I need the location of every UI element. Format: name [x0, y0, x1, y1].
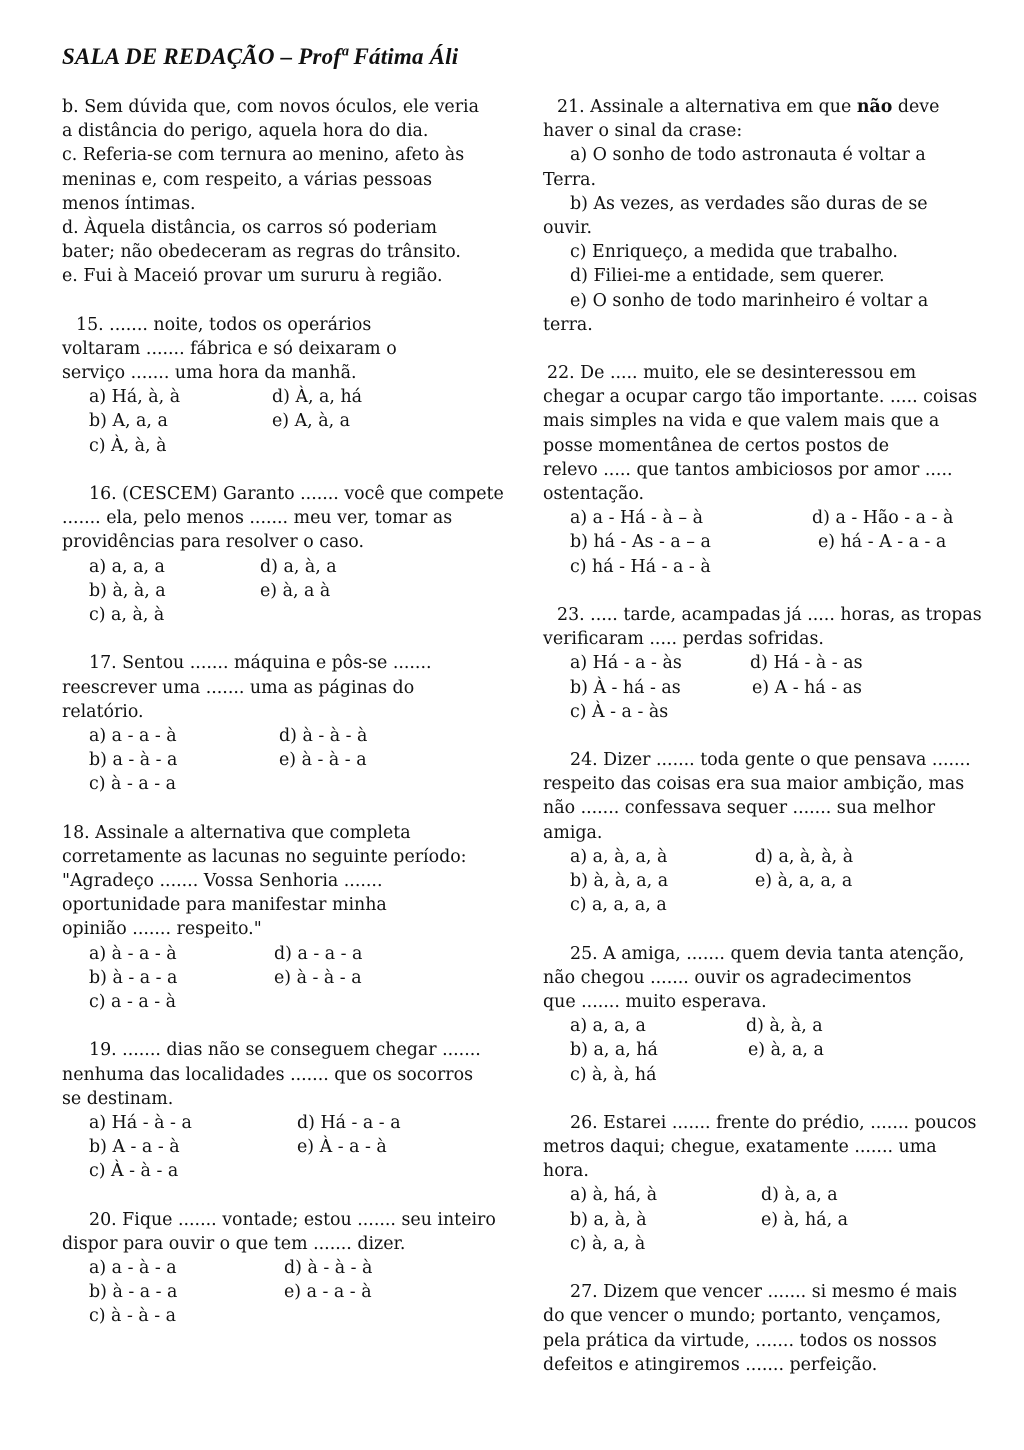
option-a: a) à, há, à	[570, 1185, 658, 1206]
option-e: e) A, à, a	[272, 411, 351, 432]
question-stem: nenhuma das localidades ....... que os socorros	[62, 1064, 473, 1085]
text-line: e. Fui à Maceió provar um sururu à região.	[62, 266, 443, 287]
text-line: b. Sem dúvida que, com novos óculos, ele veria	[62, 97, 479, 117]
option-d: d) a - a - a	[274, 943, 363, 964]
right-column	[543, 95, 982, 1377]
question-stem: chegar a ocupar cargo tão importante. ..... coisas	[543, 387, 978, 408]
question-stem: 22. De ..... muito, ele se desinteressou em	[547, 363, 917, 384]
question-stem: opinião ....... respeito."	[62, 919, 262, 940]
question-23	[543, 603, 982, 724]
question-stem: ostentação.	[543, 484, 645, 504]
option-c: c) há - Há - a - à	[570, 556, 711, 577]
question-stem: corretamente as lacunas no seguinte período:	[62, 846, 467, 867]
option-e: e) à - à - a	[279, 750, 367, 771]
question-stem: relevo ..... que tantos ambiciosos por amor .....	[543, 459, 953, 480]
option-b: b) à - a - a	[89, 1282, 178, 1303]
text-line: menos íntimas.	[62, 193, 196, 214]
option-b: b) à, à, a, a	[570, 871, 669, 891]
question-stem: mais simples na vida e que valem mais que a	[543, 411, 940, 432]
option-d: d) à, à, a	[746, 1016, 823, 1037]
question-stem: 19. ....... dias não se conseguem chegar .......	[89, 1040, 481, 1061]
option-a-cont: Terra.	[543, 169, 597, 190]
option-c: c) À, à, à	[89, 435, 167, 456]
option-e: e) à - à - a	[274, 967, 362, 988]
question-stem: se destinam.	[62, 1088, 174, 1109]
page-header: SALA DE REDAÇÃO – Profª Fátima Áli	[62, 44, 459, 69]
question-stem: não ....... confessava sequer ....... sua melhor	[543, 798, 936, 819]
question-stem: 26. Estarei ....... frente do prédio, ....... poucos	[570, 1112, 977, 1133]
question-20	[62, 1208, 502, 1329]
question-25	[543, 942, 973, 1087]
option-c: c) a - a - à	[89, 991, 177, 1012]
option-b: b) a, a, há	[570, 1040, 658, 1061]
question-24	[543, 748, 973, 917]
option-c: c) À - a - às	[570, 701, 669, 722]
text-line: meninas e, com respeito, a várias pessoas	[62, 169, 432, 190]
question-stem: do que vencer o mundo; portanto, vençamos,	[543, 1306, 942, 1327]
option-a: a) a - Há - à – à	[570, 508, 703, 529]
question-stem: 16. (CESCEM) Garanto ....... você que compete	[89, 484, 504, 504]
option-d: d) À, a, há	[272, 387, 363, 408]
question-26	[543, 1111, 977, 1256]
question-stem: 20. Fique ....... vontade; estou ....... seu inteiro	[89, 1209, 496, 1230]
option-c: c) à - a - a	[89, 774, 177, 795]
question-stem: hora.	[543, 1161, 589, 1182]
question-stem: defeitos e atingiremos ....... perfeição.	[543, 1354, 878, 1375]
option-a: a) Há - à - a	[89, 1112, 192, 1133]
question-stem: 21. Assinale a alternativa em que não deve	[557, 97, 940, 117]
option-b: b) a - à - a	[89, 750, 178, 771]
option-b: b) A - a - à	[89, 1137, 180, 1158]
option-c: c) À - à - a	[89, 1161, 179, 1182]
question-19	[62, 1038, 502, 1183]
question-27	[543, 1280, 973, 1377]
option-c: c) Enriqueço, a medida que trabalho.	[570, 242, 898, 263]
text-line: bater; não obedeceram as regras do trânsito.	[62, 242, 461, 263]
question-stem: haver o sinal da crase:	[543, 121, 743, 142]
text-line: a distância do perigo, aquela hora do dia.	[62, 121, 429, 142]
option-b: b) há - As - a – a	[570, 532, 711, 553]
option-d: d) a, à, a	[260, 556, 337, 577]
option-e: e) à, há, a	[761, 1209, 849, 1230]
option-e: e) à, a, a, a	[755, 871, 853, 891]
option-a: a) a, a, a	[89, 556, 165, 577]
question-stem: voltaram ....... fábrica e só deixaram o	[62, 338, 397, 359]
option-c: c) à - à - a	[89, 1306, 177, 1327]
option-b: b) A, a, a	[89, 411, 168, 432]
question-stem: amiga.	[543, 822, 603, 843]
question-stem: ....... ela, pelo menos ....... meu ver, tomar as	[62, 508, 453, 529]
option-d: d) a, à, à, à	[755, 846, 854, 867]
question-stem: verificaram ..... perdas sofridas.	[543, 629, 824, 650]
option-d: d) Há - à - as	[750, 653, 863, 674]
option-e: e) À - a - à	[297, 1137, 387, 1158]
option-b: b) As vezes, as verdades são duras de se	[570, 193, 928, 214]
option-e: e) à, a, a	[748, 1040, 824, 1061]
question-stem: 24. Dizer ....... toda gente o que pensava .......	[570, 750, 971, 771]
option-a: a) Há - a - às	[570, 653, 682, 674]
question-stem: reescrever uma ....... uma as páginas do	[62, 677, 415, 698]
option-c: c) à, a, à	[570, 1233, 646, 1254]
option-a: a) O sonho de todo astronauta é voltar a	[570, 145, 926, 166]
question-16	[62, 482, 502, 627]
question-stem: 17. Sentou ....... máquina e pôs-se .......	[89, 653, 432, 674]
option-b: b) À - há - as	[570, 677, 681, 698]
question-stem: respeito das coisas era sua maior ambição, mas	[543, 774, 965, 795]
option-d: d) a - Hão - a - à	[812, 508, 954, 529]
text-line: c. Referia-se com ternura ao menino, afeto às	[62, 145, 465, 166]
option-b: b) à - a - a	[89, 967, 178, 988]
question-stem: que ....... muito esperava.	[543, 991, 767, 1012]
question-stem: "Agradeço ....... Vossa Senhoria .......	[62, 871, 383, 891]
option-a: a) a - a - à	[89, 725, 177, 746]
option-e: e) A - há - as	[752, 677, 862, 698]
question-stem: serviço ....... uma hora da manhã.	[62, 363, 357, 384]
question-stem: metros daqui; chegue, exatamente ....... uma	[543, 1137, 937, 1158]
option-d: d) à, a, a	[761, 1185, 838, 1206]
question-stem: relatório.	[62, 701, 144, 722]
question-stem: 18. Assinale a alternativa que completa	[62, 822, 411, 843]
option-e-cont: terra.	[543, 314, 593, 335]
option-a: a) a, à, a, à	[570, 846, 668, 867]
question-stem: oportunidade para manifestar minha	[62, 895, 387, 916]
option-e: e) à, a à	[260, 580, 331, 601]
question-15	[62, 313, 502, 458]
question-stem: não chegou ....... ouvir os agradecimentos	[543, 967, 912, 988]
question-stem: dispor para ouvir o que tem ....... dizer.	[62, 1233, 406, 1254]
question-stem: providências para resolver o caso.	[62, 532, 365, 553]
option-b-cont: ouvir.	[543, 217, 592, 238]
question-stem: 25. A amiga, ....... quem devia tanta atenção,	[570, 943, 965, 964]
option-a: a) a, a, a	[570, 1016, 646, 1037]
question-stem: posse momentânea de certos postos de	[543, 435, 890, 456]
question-21	[543, 95, 973, 337]
question-22	[543, 361, 978, 579]
option-a: a) à - a - à	[89, 943, 177, 964]
question-stem: pela prática da virtude, ....... todos os nossos	[543, 1330, 937, 1351]
question-18	[62, 821, 502, 1015]
left-column	[62, 95, 502, 1329]
question-17	[62, 651, 502, 796]
question-14-continuation	[62, 95, 502, 289]
option-e: e) a - a - à	[284, 1282, 372, 1303]
question-stem: 23. ..... tarde, acampadas já ..... horas, as tropas	[557, 604, 982, 625]
emphasis: não	[856, 97, 893, 117]
option-e: e) O sonho de todo marinheiro é voltar a	[570, 290, 929, 311]
option-b: b) à, à, a	[89, 580, 166, 601]
option-b: b) a, à, à	[570, 1209, 647, 1230]
option-d: d) à - à - à	[279, 725, 368, 746]
option-d: d) Filiei-me a entidade, sem querer.	[570, 266, 885, 287]
text-line: d. Àquela distância, os carros só poderiam	[62, 217, 437, 238]
option-e: e) há - A - a - a	[818, 532, 947, 553]
option-c: c) a, a, a, a	[570, 895, 667, 916]
option-d: d) à - à - à	[284, 1258, 373, 1278]
option-a: a) a - à - a	[89, 1258, 177, 1278]
option-c: c) a, à, à	[89, 604, 165, 625]
question-stem: 15. ....... noite, todos os operários	[76, 314, 372, 335]
option-c: c) à, à, há	[570, 1064, 657, 1085]
option-a: a) Há, à, à	[89, 387, 181, 408]
option-d: d) Há - a - a	[297, 1112, 401, 1133]
question-stem: 27. Dizem que vencer ....... si mesmo é mais	[570, 1282, 958, 1303]
